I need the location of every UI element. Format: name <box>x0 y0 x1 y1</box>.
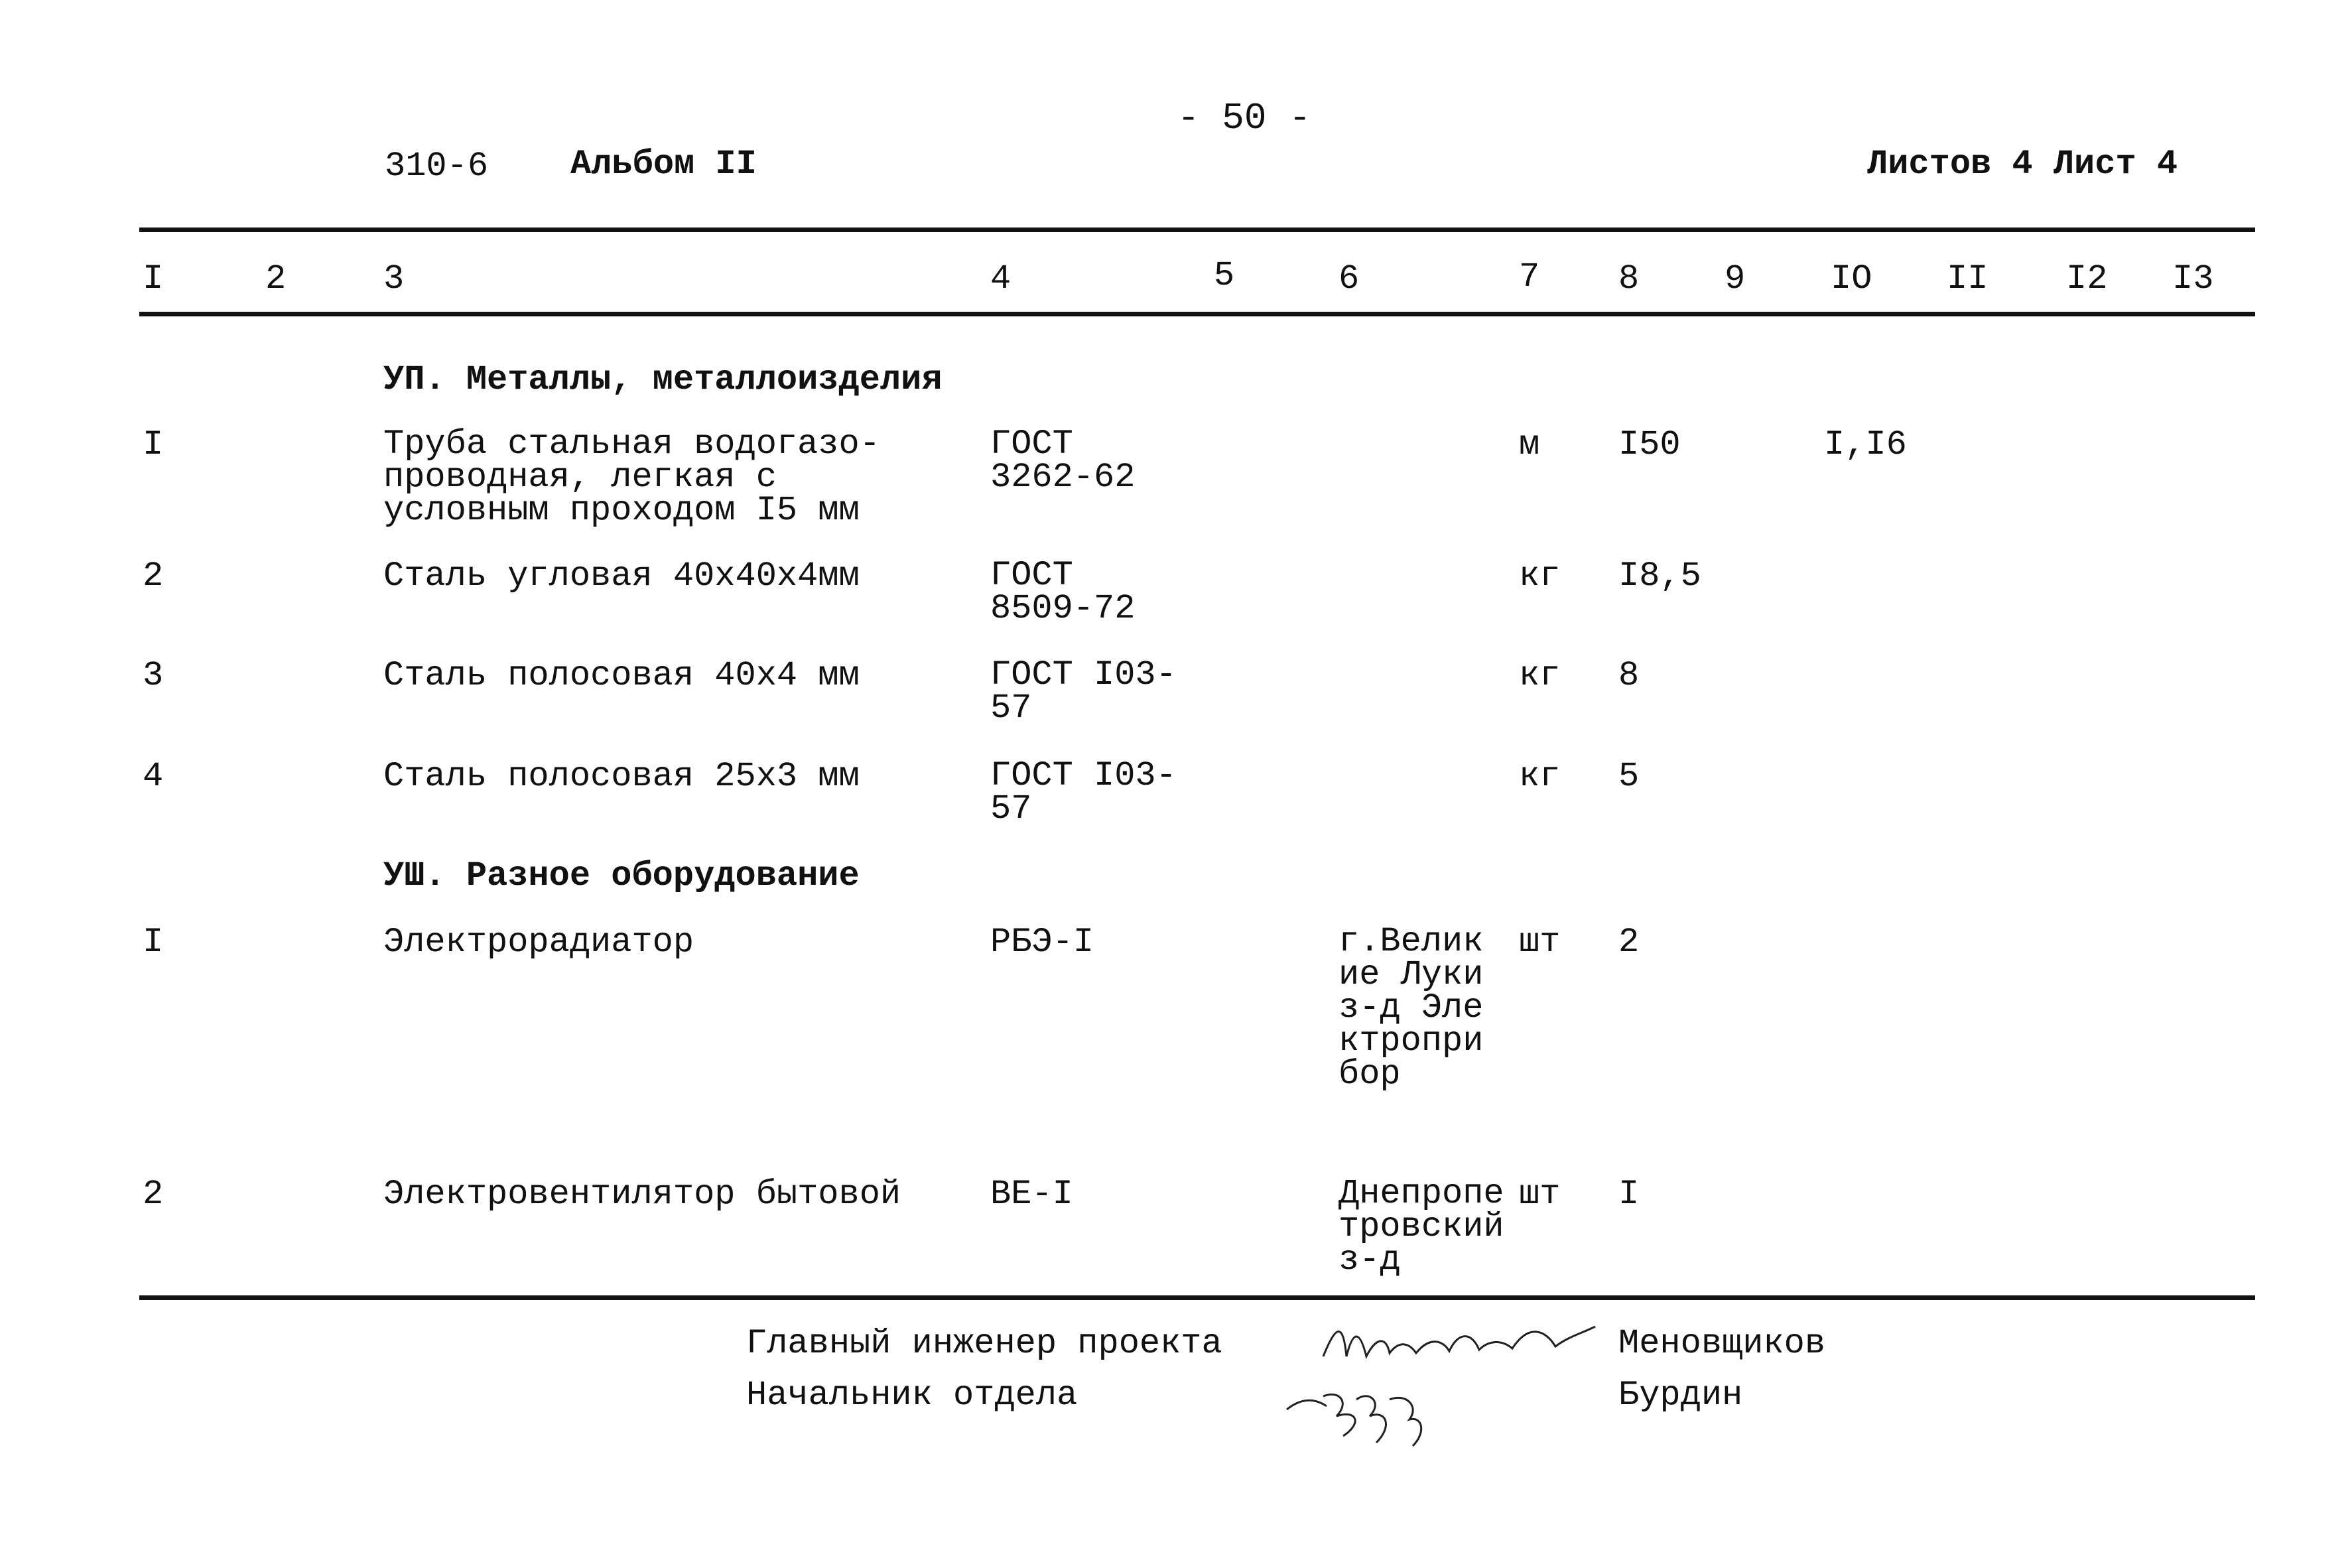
signature-role: Главный инженер проекта <box>746 1324 1222 1363</box>
row-number: 4 <box>143 757 164 796</box>
item-unit: кг <box>1519 556 1561 596</box>
item-quantity: 5 <box>1618 757 1640 796</box>
item-quantity: I50 <box>1618 425 1681 464</box>
signature-name: Меновщиков <box>1618 1324 1826 1363</box>
item-quantity: 8 <box>1618 656 1640 695</box>
column-header: II <box>1947 259 1989 298</box>
item-quantity: I8,5 <box>1618 556 1701 596</box>
item-unit: кг <box>1519 757 1561 796</box>
signature-name: Бурдин <box>1618 1376 1743 1415</box>
section-title-metals: УП. Металлы, металлоизделия <box>383 360 943 399</box>
item-standard: ГОСТ I03-57 <box>990 655 1177 728</box>
item-name: Электровентилятор бытовой <box>383 1175 901 1214</box>
column-header: 6 <box>1338 259 1360 298</box>
column-header: 3 <box>383 259 405 298</box>
document-code: 310-6 <box>385 147 489 186</box>
column-header: 4 <box>990 259 1012 298</box>
item-quantity: 2 <box>1618 923 1640 962</box>
item-quantity: I <box>1618 1175 1640 1214</box>
item-manufacturer: Днепропетровский з-д <box>1338 1174 1504 1279</box>
item-unit: м <box>1519 425 1540 464</box>
item-name: Сталь угловая 40х40х4мм <box>383 556 860 596</box>
item-name: Сталь полосовая 25х3 мм <box>383 757 860 796</box>
item-col10-value: I,I6 <box>1824 425 1907 464</box>
column-header: I <box>143 259 164 298</box>
item-unit: кг <box>1519 656 1561 695</box>
column-header: 2 <box>265 259 287 298</box>
item-standard: РБЭ-I <box>990 923 1094 962</box>
item-name: Сталь полосовая 40х4 мм <box>383 656 860 695</box>
header-bottom-rule <box>139 312 2255 316</box>
item-manufacturer: г.Великие Луки з-д Электроприбор <box>1338 922 1484 1094</box>
row-number: I <box>143 923 164 962</box>
table-bottom-rule <box>139 1295 2255 1300</box>
handwritten-signature <box>1317 1310 1602 1376</box>
sheet-count: Листов 4 Лист 4 <box>1867 145 2178 184</box>
item-standard: ГОСТ 8509-72 <box>990 556 1136 628</box>
table-top-rule <box>139 228 2255 232</box>
item-standard: ВЕ-I <box>990 1175 1073 1214</box>
page-number: - 50 - <box>1177 97 1311 139</box>
row-number: 2 <box>143 556 164 596</box>
signature-role: Начальник отдела <box>746 1376 1078 1415</box>
section-title-equipment: УШ. Разное оборудование <box>383 856 860 895</box>
item-standard: ГОСТ 3262-62 <box>990 425 1136 497</box>
row-number: 3 <box>143 656 164 695</box>
column-header: 9 <box>1725 259 1746 298</box>
item-name: Труба стальная водогазо- проводная, легкая с условным проходом I5 мм <box>383 425 880 530</box>
handwritten-signature <box>1277 1370 1436 1456</box>
column-header: I2 <box>2066 259 2108 298</box>
item-name: Электрорадиатор <box>383 923 694 962</box>
item-unit: шт <box>1519 1175 1561 1214</box>
album-label: Альбом II <box>570 145 757 184</box>
column-header: IO <box>1831 259 1872 298</box>
column-header: 8 <box>1618 259 1640 298</box>
column-header: 5 <box>1214 256 1235 295</box>
column-header: 7 <box>1519 257 1540 296</box>
item-unit: шт <box>1519 923 1561 962</box>
column-header: I3 <box>2172 259 2214 298</box>
item-standard: ГОСТ I03-57 <box>990 756 1177 828</box>
row-number: 2 <box>143 1175 164 1214</box>
row-number: I <box>143 425 164 464</box>
